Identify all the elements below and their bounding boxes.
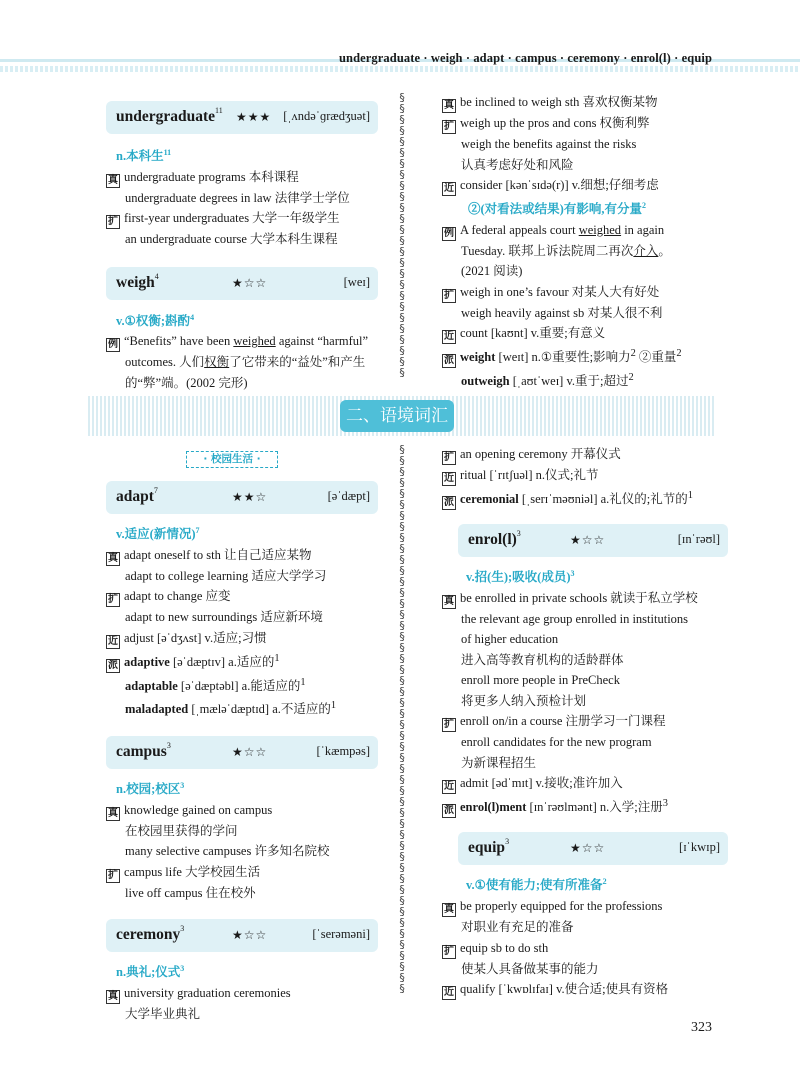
- list-item: 将更多人纳入预检计划: [461, 693, 587, 708]
- list-item: maladapted [ˌmæləˈdæptɪd] a.不适应的$^1$: [125, 700, 337, 717]
- right-column-top: [442, 92, 732, 392]
- phonetic: [ˈserəməni]: [312, 927, 370, 942]
- list-item: 近 admit [ədˈmɪt] v.接收;准许加入: [444, 776, 623, 793]
- list-item: 真 adapt oneself to sth 让自己适应某物: [108, 547, 312, 564]
- headword: adapt$^7$: [116, 486, 158, 505]
- list-item: 扩 an opening ceremony 开幕仪式: [444, 447, 621, 463]
- headword: equip$^3$: [468, 837, 510, 857]
- list-item: adapt to college learning 适应大学学习: [125, 568, 327, 583]
- list-item: 扩 first-year undergraduates 大学一年级学生: [108, 211, 340, 228]
- entry-header-weigh: [106, 267, 378, 300]
- list-item: adaptable [əˈdæptəbl] a.能适应的$^1$: [125, 676, 306, 693]
- list-item: 派 enrol(l)ment [ɪnˈrəʊlmənt] n.入学;注册$^3$: [444, 798, 668, 817]
- section-title: 二、语境词汇: [340, 400, 454, 432]
- phonetic: [əˈdæpt]: [327, 489, 370, 503]
- headword: $enrol(l)^3$: [468, 529, 521, 549]
- list-item: 派 adaptive [əˈdæptɪv] a.适应的$^1$: [108, 652, 280, 671]
- list-item: 真 be properly equipped for the professions: [444, 899, 663, 916]
- list-item: 真 university graduation ceremonies: [108, 985, 291, 1002]
- list-item: 扩 weigh in one’s favour 对某人大有好处: [444, 284, 660, 301]
- headword: ceremony$^3$: [116, 924, 185, 944]
- example-line: outcomes. 人们权衡了它带来的“益处”和产生: [125, 355, 366, 370]
- frequency-stars: ★☆☆: [232, 275, 268, 290]
- list-item: of higher education: [461, 632, 559, 647]
- page-header-title: undergraduate · weigh · adapt · campus · ceremony · enrol(l) · equip: [338, 51, 712, 65]
- sense-label: ②(对看法或结果)有影响,有分量$^2$: [468, 201, 646, 217]
- list-item: 认真考虑好处和风险: [461, 157, 574, 172]
- list-item: the relevant age group enrolled in institutions: [461, 611, 689, 626]
- list-item: enroll more people in PreCheck: [461, 673, 620, 688]
- list-item: live off campus 住在校外: [125, 885, 256, 900]
- example-line: Tuesday. 联邦上诉法院周二再次介入。: [461, 243, 671, 258]
- list-item: 近 consider [kənˈsɪdə(r)] v.细想;仔细考虑: [444, 178, 659, 194]
- entry-header-ceremony: [106, 919, 378, 952]
- frequency-stars: ★★★: [236, 110, 272, 124]
- entry-header-enroll: [458, 524, 728, 557]
- sense-label: v.①权衡;斟酌$^4$: [116, 312, 195, 328]
- list-item: adapt to new surroundings 适应新环境: [125, 610, 323, 625]
- list-item: 派 ceremonial [ˌserɪˈməʊniəl] a.礼仪的;礼节的$^1$: [444, 490, 693, 509]
- headword: campus$^3$: [116, 741, 171, 761]
- phonetic: [ˈkæmpəs]: [316, 744, 370, 759]
- example-line: 例 A federal appeals court weighed in again: [444, 222, 665, 239]
- list-item: 在校园里获得的学问: [125, 823, 238, 838]
- sense-label: v.①使有能力;使有所准备$^2$: [466, 877, 607, 893]
- phonetic: [ɪˈkwɪp]: [679, 840, 720, 855]
- list-item: 真 undergraduate programs 本科课程: [108, 169, 299, 186]
- list-item: outweigh [ˌaʊtˈweɪ] v.重于;超过$^2$: [461, 372, 634, 389]
- example-line: (2021 阅读): [461, 264, 523, 279]
- phonetic: [ˌʌndəˈɡrædʒuət]: [283, 109, 370, 123]
- entry-header-adapt: [106, 481, 378, 514]
- headword: weigh$^4$: [116, 271, 159, 291]
- right-column-bottom: [442, 444, 732, 1000]
- example-line: 例 “Benefits” have been weighed against “harmful”: [108, 334, 369, 351]
- list-item: an undergraduate course 大学本科生课程: [125, 232, 338, 247]
- list-item: 扩 enroll on/in a course 注册学习一门课程: [444, 714, 666, 731]
- frequency-stars: ★☆☆: [570, 533, 606, 548]
- column-divider-bottom: § § § § § § § § § § § § § § § § § § § § § § § § § § § § § § § § § § § § § § § § § § § § § § § § § §: [398, 444, 406, 995]
- list-item: 近 count [kaʊnt] v.重要;有意义: [444, 326, 606, 343]
- list-item: 大学毕业典礼: [125, 1006, 201, 1021]
- list-item: enroll candidates for the new program: [461, 735, 652, 750]
- list-item: weigh heavily against sb 对某人很不利: [461, 305, 663, 320]
- list-item: 为新课程招生: [461, 755, 537, 770]
- list-item: 扩 campus life 大学校园生活: [108, 864, 261, 881]
- list-item: 近 ritual [ˈrɪtʃuəl] n.仪式;礼节: [444, 468, 599, 484]
- list-item: 扩 equip sb to do sth: [444, 940, 549, 957]
- page-number: 323: [691, 1020, 712, 1035]
- header-stripe: [0, 66, 800, 72]
- sense-label: v.招(生);吸收(成员)$^3$: [466, 569, 575, 585]
- list-item: 近 qualify [ˈkwɒlɪfaɪ] v.使合适;使具有资格: [444, 982, 669, 999]
- left-column-bottom: [106, 481, 384, 1024]
- sense-label: n.典礼;仪式$^3$: [116, 964, 185, 980]
- sense-label: n.本科生$^{11}$: [116, 148, 172, 164]
- sense-label: v.适应(新情况)$^7$: [116, 526, 200, 542]
- list-item: 派 weight [weɪt] n.①重要性;影响力$^2$ ②重量$^2$: [444, 348, 682, 367]
- phonetic: [ɪnˈrəʊl]: [677, 532, 720, 547]
- frequency-stars: ★★☆: [232, 490, 268, 504]
- list-item: 扩 adapt to change 应变: [108, 589, 231, 606]
- list-item: 真 knowledge gained on campus: [108, 802, 273, 819]
- subsection-label: · 校园生活 ·: [186, 451, 278, 468]
- list-item: many selective campuses 许多知名院校: [125, 844, 330, 859]
- list-item: 使某人具备做某事的能力: [461, 961, 599, 976]
- entry-header-undergraduate: [106, 101, 378, 134]
- frequency-stars: ★☆☆: [232, 928, 268, 943]
- left-column-top: [106, 101, 384, 393]
- example-line: 的“弊”端。(2002 完形): [125, 375, 248, 390]
- entry-header-equip: [458, 832, 728, 865]
- frequency-stars: ★☆☆: [570, 841, 606, 856]
- list-item: 扩 weigh up the pros and cons 权衡利弊: [444, 116, 650, 132]
- list-item: 近 adjust [əˈdʒʌst] v.适应;习惯: [108, 630, 267, 647]
- entry-header-campus: [106, 736, 378, 769]
- phonetic: [weɪ]: [343, 274, 370, 289]
- list-item: 对职业有充足的准备: [461, 920, 574, 935]
- headword: undergraduate$^{11}$: [116, 106, 223, 125]
- sense-label: n.校园;校区$^3$: [116, 781, 185, 797]
- list-item: undergraduate degrees in law 法律学士学位: [125, 190, 350, 205]
- list-item: 真 be enrolled in private schools 就读于私立学校: [444, 590, 698, 607]
- frequency-stars: ★☆☆: [232, 745, 268, 760]
- list-item: 进入高等教育机构的适龄群体: [461, 652, 624, 667]
- list-item: 真 be inclined to weigh sth 喜欢权衡某物: [444, 95, 658, 111]
- column-divider-top: § § § § § § § § § § § § § § § § § § § § § § § § § §: [398, 92, 406, 379]
- list-item: weigh the benefits against the risks: [461, 137, 637, 151]
